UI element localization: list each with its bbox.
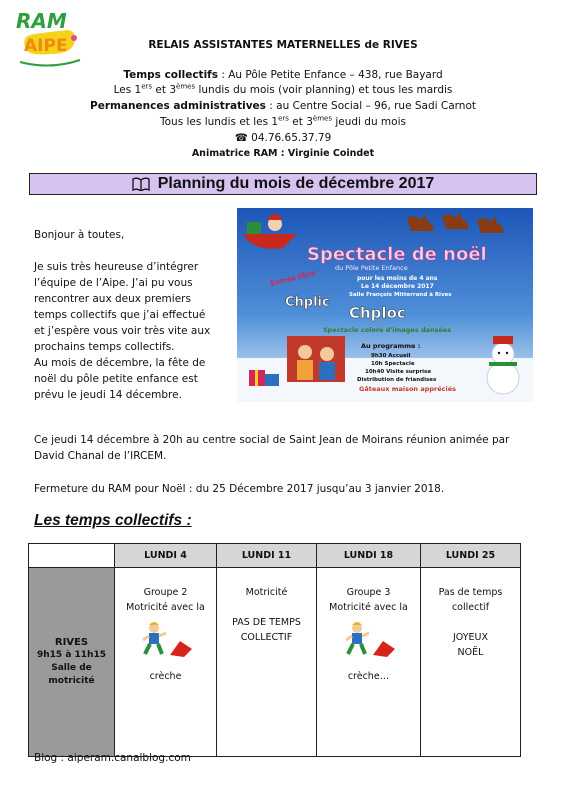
temps-collectifs-label: Temps collectifs <box>123 69 218 81</box>
cell-lundi-11 <box>217 568 317 757</box>
program-item: Distribution de friandises <box>357 377 437 383</box>
header-permanences <box>0 99 566 113</box>
poster-chplic: Chplic <box>285 295 330 310</box>
header-temps-collectifs <box>0 68 566 82</box>
intro-line: prochains temps collectifs. <box>34 341 175 353</box>
cell-text: Groupe 3 <box>346 587 391 598</box>
intro-line: Au mois de décembre, la fête de <box>34 357 206 369</box>
cell-text: COLLECTIF <box>240 632 293 643</box>
cell-text: NOËL <box>457 647 484 658</box>
l2-b: et 3 <box>152 84 177 96</box>
permanences-label: Permanences administratives <box>90 100 266 112</box>
header-title: RELAIS ASSISTANTES MATERNELLES de RIVES <box>148 39 418 51</box>
column-header: LUNDI 25 <box>421 544 521 568</box>
program-item: 10h40 Visite surprise <box>365 369 432 375</box>
intro-line: prévu le jeudi 14 décembre. <box>34 389 182 401</box>
phone-number: 04.76.65.37.79 <box>247 132 332 144</box>
l2-sup1: ers <box>141 82 153 91</box>
christmas-show-poster <box>237 208 533 402</box>
header-jeudi-line <box>0 115 566 129</box>
l2-a: Les 1 <box>113 84 142 96</box>
poster-free: Entrée libre <box>269 268 317 288</box>
row-room: Salle de <box>51 663 92 673</box>
cell-lundi-25 <box>421 568 521 757</box>
cell-text: crèche <box>149 671 182 682</box>
phone-icon: ☎ <box>234 132 248 144</box>
poster-desc: Spectacle coloré d'images dansées <box>323 326 452 334</box>
row-hours: 9h15 à 11h15 <box>37 650 106 660</box>
program-item: 9h30 Accueil <box>371 353 411 359</box>
l4-c: jeudi du mois <box>331 116 406 128</box>
closure-paragraph: Fermeture du RAM pour Noël : du 25 Décembre 2017 jusqu’au 3 janvier 2018. <box>34 483 445 495</box>
column-header: LUNDI 11 <box>217 544 317 568</box>
logo-ram-text: RAM <box>16 9 67 33</box>
l4-sup2: èmes <box>312 114 332 123</box>
corner-cell <box>29 544 115 568</box>
schedule-table <box>28 543 521 757</box>
row-place: RIVES <box>54 637 89 648</box>
child-motricity-icon <box>136 621 196 661</box>
cell-text: PAS DE TEMPS <box>232 617 301 628</box>
planning-title: Planning du mois de décembre 2017 <box>157 175 435 192</box>
l4-a: Tous les lundis et les 1 <box>160 116 279 128</box>
intro-line: rencontrer aux deux premiers <box>34 293 191 305</box>
schedule-title: Les temps collectifs : <box>34 512 192 529</box>
l4-sup1: ers <box>278 114 289 123</box>
intro-line: noël du pôle petite enfance est <box>34 373 198 385</box>
column-header: LUNDI 18 <box>317 544 421 568</box>
intro-paragraph <box>34 259 224 403</box>
row-header-rives <box>29 568 115 757</box>
greeting: Bonjour à toutes, <box>34 229 125 241</box>
permanences-text: : au Centre Social – 96, rue Sadi Carnot <box>265 100 476 112</box>
poster-chploc: Chploc <box>349 304 406 322</box>
cell-text: collectif <box>451 602 490 613</box>
header-phone <box>0 131 566 145</box>
column-header: LUNDI 4 <box>115 544 217 568</box>
logo-aipe-text: AIPE <box>24 36 68 56</box>
logo-swoosh <box>20 60 80 66</box>
meeting-paragraph: Ce jeudi 14 décembre à 20h au centre social de Saint Jean de Moirans réunion animée par David Chanal de l’IRCEM. <box>34 434 510 462</box>
cell-text: Motricité <box>245 587 288 598</box>
blog-link[interactable]: Blog : aiperam.canalblog.com <box>34 752 191 764</box>
intro-line: Je suis très heureuse d’intégrer <box>34 261 199 273</box>
cell-text: JOYEUX <box>452 632 489 643</box>
poster-gateaux: Gâteaux maison appréciés <box>359 385 456 393</box>
intro-line: temps collectifs que j’ai effectué <box>34 309 206 321</box>
l4-b: et 3 <box>288 116 313 128</box>
book-icon <box>132 177 150 191</box>
cell-lundi-18 <box>317 568 421 757</box>
temps-collectifs-text: : Au Pôle Petite Enfance – 438, rue Bayard <box>218 69 443 81</box>
schedule-row-rives <box>29 568 521 757</box>
intro-line: et j’espère vous voir très vite aux <box>34 325 211 337</box>
cell-text: Motricité avec la <box>329 602 408 613</box>
schedule-header-row <box>29 544 521 568</box>
cell-text: Groupe 2 <box>143 587 188 598</box>
child-motricity-icon <box>339 621 399 661</box>
poster-venue: Salle François Mitterrand à Rives <box>349 292 452 298</box>
l2-c: lundis du mois (voir planning) et tous les mardis <box>195 84 453 96</box>
cell-text: crèche… <box>347 671 390 682</box>
l2-sup2: èmes <box>176 82 196 91</box>
performers-photo <box>287 336 345 382</box>
cell-lundi-4 <box>115 568 217 757</box>
header-lundis-line <box>0 83 566 97</box>
program-title: Au programme : <box>361 342 421 350</box>
poster-for: pour les moins de 4 ans <box>357 275 438 282</box>
program-item: 10h Spectacle <box>371 361 415 367</box>
planning-banner <box>29 173 537 195</box>
cell-text: Motricité avec la <box>126 602 205 613</box>
intro-line: l’équipe de l’Aipe. J’ai pu vous <box>34 277 193 289</box>
header-animatrice: Animatrice RAM : Virginie Coindet <box>191 148 375 159</box>
cell-text: Pas de temps <box>438 587 503 598</box>
poster-subtitle: du Pôle Petite Enfance <box>335 264 408 272</box>
row-room: motricité <box>48 676 95 686</box>
poster-date: Le 14 décembre 2017 <box>361 283 434 290</box>
poster-title: Spectacle de noël <box>307 244 487 265</box>
